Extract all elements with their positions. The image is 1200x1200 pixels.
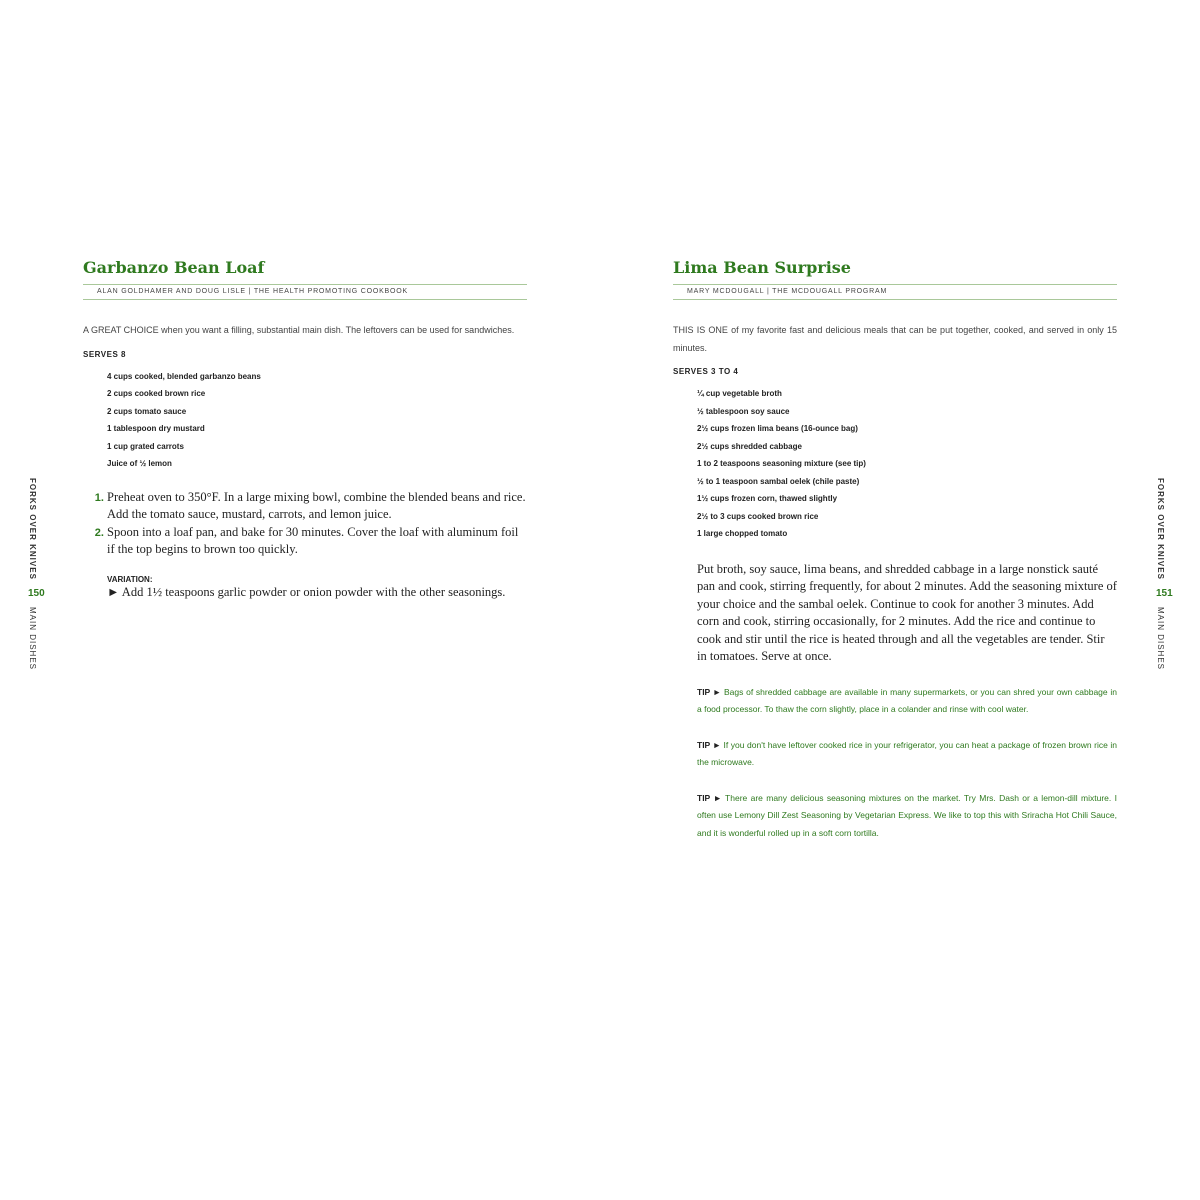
- step: 2. Spoon into a loaf pan, and bake for 30 minutes. Cover the loaf with aluminum foil if the top begins to brown too quickly.: [107, 524, 527, 559]
- tip: [697, 790, 1117, 843]
- ingredient: Juice of ½ lemon: [107, 459, 172, 468]
- serves: SERVES 8: [83, 349, 126, 359]
- variation-label: VARIATION:: [107, 574, 153, 584]
- left-page: [83, 258, 527, 601]
- recipe-intro: THIS IS ONE of my favorite fast and delicious meals that can be put together, cooked, and served in only 15 minutes.: [673, 325, 1117, 353]
- ingredient: ¼ cup vegetable broth: [697, 389, 782, 398]
- ingredient: 2 cups tomato sauce: [107, 406, 187, 416]
- ingredient: 1 tablespoon dry mustard: [107, 424, 205, 433]
- ingredients-list: [673, 385, 1117, 543]
- ingredient: 1 cup grated carrots: [107, 441, 184, 451]
- ingredient: ½ to 1 teaspoon sambal oelek (chile paste): [697, 476, 860, 486]
- ingredient: 2½ cups shredded cabbage: [697, 441, 802, 451]
- book-title: FORKS OVER KNIVES: [1156, 478, 1165, 580]
- ingredients-list: [83, 368, 527, 473]
- ingredient: ½ tablespoon soy sauce: [697, 406, 790, 416]
- steps-list: [83, 489, 527, 559]
- recipe-intro: A GREAT CHOICE when you want a filling, substantial main dish. The leftovers can be used for sandwiches.: [83, 325, 515, 335]
- page-number: 150: [28, 587, 45, 599]
- tip: [697, 737, 1117, 772]
- section-name: MAIN DISHES: [1156, 606, 1165, 670]
- tip-label: TIP ►: [697, 686, 722, 697]
- right-side-tab: [1156, 478, 1176, 718]
- recipe-byline: MARY MCDOUGALL | THE MCDOUGALL PROGRAM: [673, 284, 1117, 300]
- ingredient: 2½ cups frozen lima beans (16-ounce bag): [697, 424, 858, 433]
- left-side-tab: [28, 478, 48, 718]
- tip: [697, 684, 1117, 719]
- book-title: FORKS OVER KNIVES: [28, 478, 37, 580]
- ingredient: 1½ cups frozen corn, thawed slightly: [697, 494, 838, 503]
- method: Put broth, soy sauce, lima beans, and shredded cabbage in a large nonstick sauté pan and cook, stirring frequently, for about 2 minutes. Add the seasoning mixture of your choice and the sambal oelek. Continue to cook for another 3 minutes. Add corn and cook, stirring occasionally, for 2 minutes. Add the rice and continue to cook and stir until the rice is heated through and all the vegetables are tender. Stir in tomatoes. Serve at once.: [697, 561, 1117, 663]
- ingredient: 1 to 2 teaspoons seasoning mixture (see tip): [697, 459, 866, 468]
- variation: [107, 575, 527, 602]
- tip-text: There are many delicious seasoning mixtures on the market. Try Mrs. Dash or a lemon-dill mixture. I often use Lemony Dill Zest Seasoning by Vegetarian Express. We like to top this with Sriracha Hot Chili Sauce, and it is wonderful rolled up in a soft corn tortilla.: [697, 792, 1117, 838]
- right-page: [673, 258, 1117, 842]
- recipe-byline: ALAN GOLDHAMER AND DOUG LISLE | THE HEALTH PROMOTING COOKBOOK: [83, 284, 527, 300]
- step: 1. Preheat oven to 350°F. In a large mixing bowl, combine the blended beans and rice. Add the tomato sauce, mustard, carrots, and lemon juice.: [107, 489, 527, 524]
- recipe-title: Lima Bean Surprise: [673, 258, 851, 277]
- tip-label: TIP ►: [697, 739, 722, 750]
- tip-text: If you don't have leftover cooked rice in your refrigerator, you can heat a package of frozen brown rice in the microwave.: [697, 739, 1117, 767]
- tip-label: TIP ►: [697, 792, 722, 803]
- serves: SERVES 3 TO 4: [673, 367, 739, 376]
- ingredient: 4 cups cooked, blended garbanzo beans: [107, 371, 261, 381]
- recipe-title: Garbanzo Bean Loaf: [83, 258, 265, 277]
- page-number: 151: [1156, 587, 1173, 599]
- ingredient: 2½ to 3 cups cooked brown rice: [697, 511, 819, 521]
- ingredient: 2 cups cooked brown rice: [107, 389, 206, 398]
- section-name: MAIN DISHES: [28, 606, 37, 670]
- tip-text: Bags of shredded cabbage are available in many supermarkets, or you can shred your own cabbage in a food processor. To thaw the corn slightly, place in a colander and rinse with cool water.: [697, 686, 1117, 714]
- ingredient: 1 large chopped tomato: [697, 529, 788, 538]
- variation-text: ► Add 1½ teaspoons garlic powder or onion powder with the other seasonings.: [107, 584, 506, 599]
